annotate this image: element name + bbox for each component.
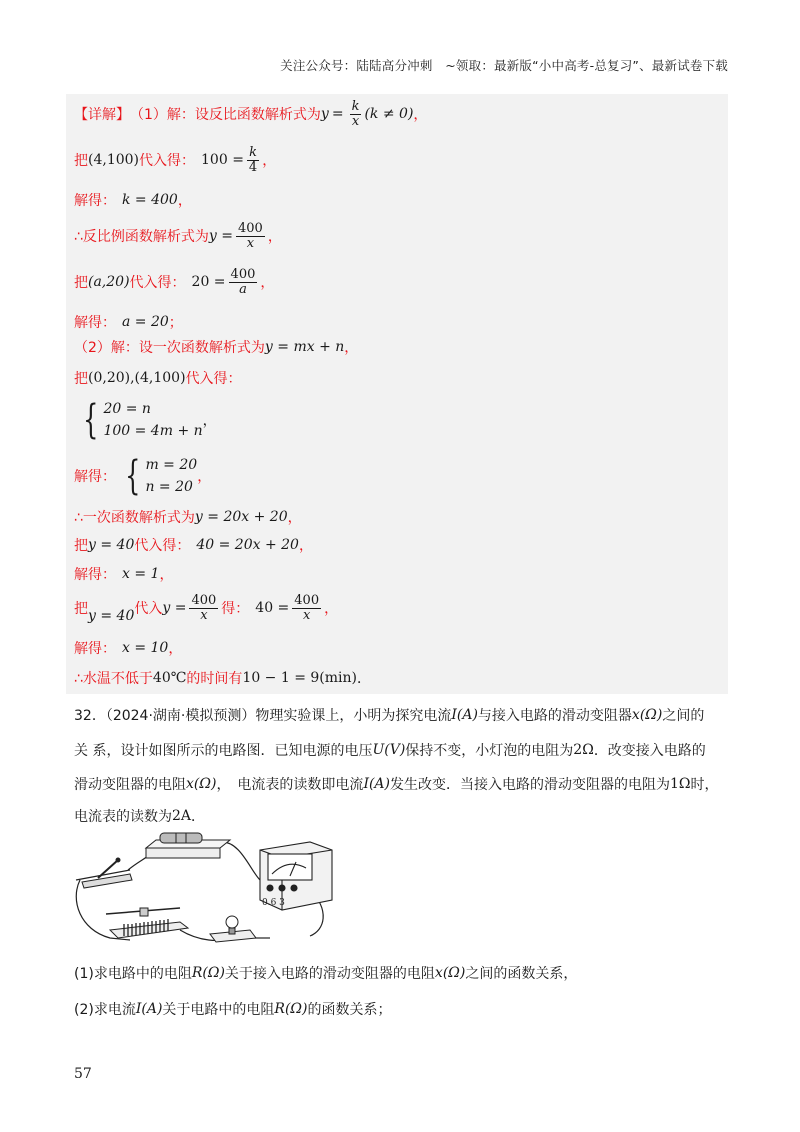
solution-line-6: 解得： a = 20 ； [74, 314, 183, 331]
meter-label: 0.6 3 [262, 898, 285, 908]
solution-line-5: 把 (a,20) 代入得： 20 = $\frac{400}{a}$ ， [74, 267, 275, 297]
lamp [210, 916, 256, 942]
solution-line-2: 把 (4,100) 代入得： 100 = $\frac{k}{4}$ ， [74, 145, 277, 175]
solution-line-7: （2）解：设一次函数解析式为 y = mx + n ， [74, 339, 359, 356]
solution-line-13: 解得： x = 1 ， [74, 566, 174, 583]
question-line-4: 电流表的读数为 2A ． [74, 808, 206, 825]
fraction: $\frac{400}{x}$ [238, 221, 263, 251]
solution-line-15: 解得： x = 10 ， [74, 640, 183, 657]
solution-line-12: 把 y = 40 代入得： 40 = 20x + 20 ， [74, 537, 313, 554]
solution-line-3: 解得： k = 400 ， [74, 192, 192, 209]
subquestion-1: (1)求电路中的电阻 R(Ω) 关于接入电路的滑动变阻器的电阻 x(Ω) 之间的函数关系， [74, 965, 578, 982]
solution-line-9: { 20 = n 100 = 4m + n ， [74, 398, 217, 442]
subquestion-2: (2)求电流 I(A) 关于电路中的电阻 R(Ω) 的函数关系； [74, 1001, 392, 1018]
solution-line-1: 【详解】 （1）解：设反比函数解析式为 y = $\frac{k}{x}$ (k ≠ 0) ， [74, 99, 428, 129]
rheostat [106, 908, 188, 938]
equation-system: { 20 = n 100 = 4m + n [83, 397, 203, 443]
detail-tag: 【详解】 [74, 107, 130, 124]
fraction: $\frac{k}{4}$ [248, 145, 258, 175]
fraction: $\frac{400}{x}$ [294, 593, 320, 623]
solution-line-14: 把 y = 40 代入 y = $\frac{400}{x}$ 得： 40 = $\frac{400}{x}$ ， [74, 593, 339, 625]
question-line-1: 32．（2024·湖南·模拟预测）物理实验课上，小明为探究电流 I(A) 与接入电路的滑动变阻器 x(Ω) 之间的 [74, 707, 705, 724]
battery [146, 833, 230, 858]
fraction: $\frac{400}{a}$ [230, 267, 256, 297]
question-line-3: 滑动变阻器的电阻 x(Ω) ， 电流表的读数即电流 I(A) 发生改变．当接入电路的滑动变阻器的电阻为 1Ω 时， [74, 776, 719, 793]
fraction: $\frac{k}{x}$ [351, 99, 360, 129]
switch [82, 858, 132, 888]
question-line-2: 关 系，设计如图所示的电路图．已知电源的电压 U(V) 保持不变，小灯泡的电阻为 2Ω ．改变接入电路的 [74, 742, 706, 759]
solution-line-8: 把 (0,20),(4,100) 代入得： [74, 370, 242, 387]
page-number: 57 [74, 1066, 92, 1082]
solution-line-10: 解得： { m = 20 n = 20 ， [74, 453, 212, 499]
solution-line-11: ∴一次函数解析式为 y = 20x + 20 ， [74, 509, 302, 526]
equation-system: { m = 20 n = 20 [125, 453, 198, 499]
page-header: 关注公众号：陆陆高分冲刺 ~领取：最新版“小中高考-总复习”、最新试卷下载 [280, 58, 728, 73]
solution-line-4: ∴反比例函数解析式为 y = $\frac{400}{x}$ ， [74, 221, 282, 251]
circuit-diagram [70, 830, 360, 950]
solution-line-16: ∴水温不低于 40℃ 的时间有 10 − 1 = 9(min) ． [74, 670, 371, 687]
fraction: $\frac{400}{x}$ [191, 593, 217, 623]
